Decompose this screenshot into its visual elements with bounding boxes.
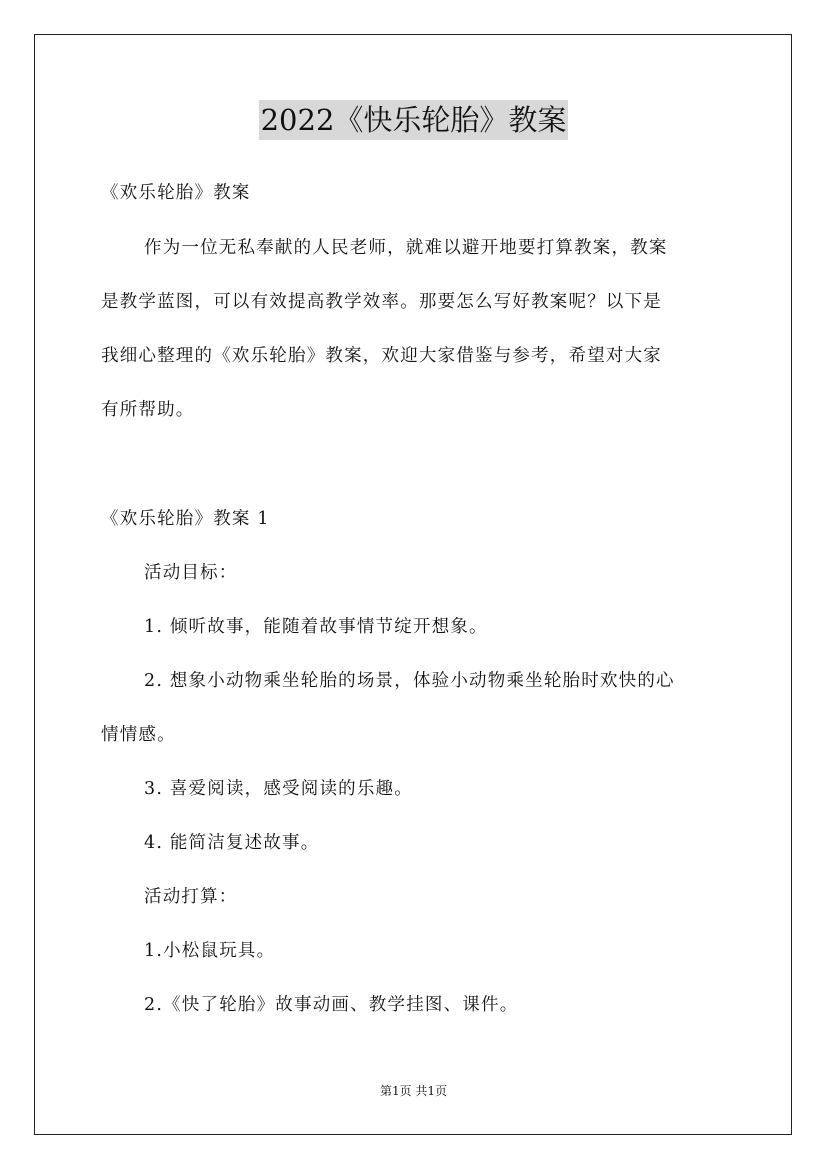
intro-line-2: 是教学蓝图，可以有效提高教学效率。那要怎么写好教案呢？以下是 [101, 292, 662, 312]
prep-item-1: 1.小松鼠玩具。 [144, 941, 276, 961]
goals-heading: 活动目标： [144, 563, 238, 583]
goal-item-1: 1. 倾听故事，能随着故事情节绽开想象。 [144, 617, 488, 637]
prep-heading: 活动打算： [144, 887, 238, 907]
intro-line-1: 作为一位无私奉献的人民老师，就难以避开地要打算教案，教案 [144, 238, 668, 258]
goal-item-3: 3. 喜爱阅读，感受阅读的乐趣。 [144, 779, 413, 799]
document-title-wrap [0, 100, 827, 140]
prep-item-2: 2.《快了轮胎》故事动画、教学挂图、课件。 [144, 995, 519, 1015]
intro-line-4: 有所帮助。 [101, 400, 195, 420]
page-footer [0, 1083, 827, 1099]
goal-item-4: 4. 能简洁复述故事。 [144, 833, 320, 853]
document-subtitle: 《欢乐轮胎》教案 [101, 183, 251, 203]
goal-item-2: 2. 想象小动物乘坐轮胎的场景，体验小动物乘坐轮胎时欢快的心 [144, 671, 675, 691]
document-title: 2022《快乐轮胎》教案 [259, 100, 569, 140]
intro-line-3: 我细心整理的《欢乐轮胎》教案，欢迎大家借鉴与参考，希望对大家 [101, 346, 662, 366]
goal-item-2-continued: 情情感。 [101, 725, 176, 745]
section-heading: 《欢乐轮胎》教案 1 [101, 509, 270, 529]
page-number-label: 第1页 共1页 [379, 1084, 448, 1098]
